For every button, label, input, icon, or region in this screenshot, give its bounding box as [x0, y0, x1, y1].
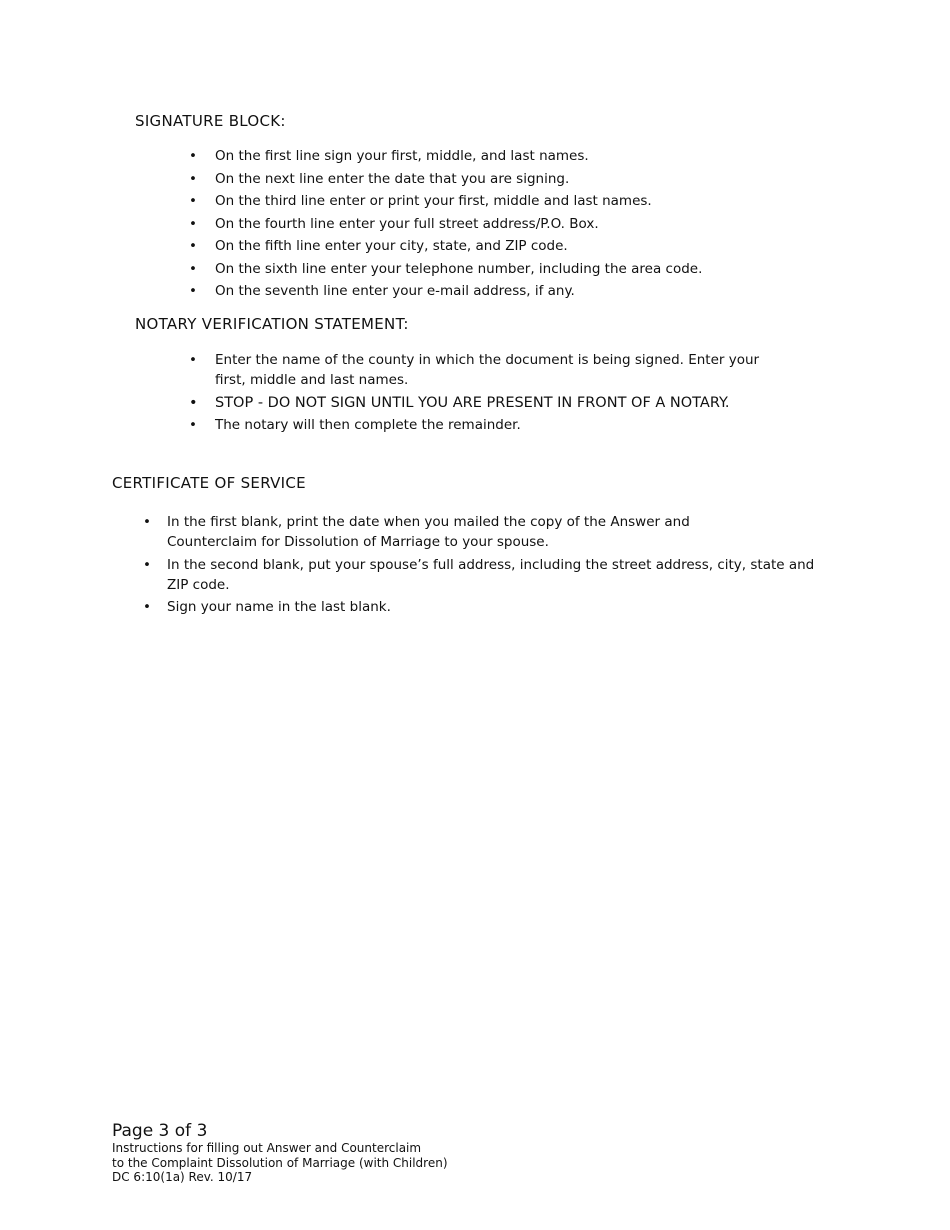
certificate-list — [167, 512, 827, 620]
list-item: • The notary will then complete the remainder. — [215, 415, 815, 435]
certificate-heading: CERTIFICATE OF SERVICE — [112, 474, 306, 492]
list-item: • Sign your name in the last blank. — [167, 597, 827, 617]
signature-block-list — [215, 146, 835, 304]
list-item: • In the second blank, put your spouse’s full address, including the street address, city, state and ZIP code. — [167, 555, 827, 595]
list-item: • On the fourth line enter your full street address/P.O. Box. — [215, 214, 835, 234]
signature-block-heading: SIGNATURE BLOCK: — [135, 112, 286, 130]
list-item: • On the next line enter the date that you are signing. — [215, 169, 835, 189]
page-number: Page 3 of 3 — [112, 1121, 208, 1141]
form-number: DC 6:10(1a) Rev. 10/17 — [112, 1170, 253, 1184]
list-item: • STOP - DO NOT SIGN UNTIL YOU ARE PRESENT IN FRONT OF A NOTARY. — [215, 393, 815, 413]
list-item: • On the sixth line enter your telephone number, including the area code. — [215, 259, 835, 279]
footer — [112, 1121, 448, 1185]
notary-heading: NOTARY VERIFICATION STATEMENT: — [135, 315, 409, 333]
list-item: • Enter the name of the county in which the document is being signed. Enter your first, middle and last names. — [215, 350, 775, 390]
list-item: • In the first blank, print the date when you mailed the copy of the Answer and Counterclaim for Dissolution of Marriage to your spouse. — [167, 512, 757, 552]
list-item: • On the third line enter or print your first, middle and last names. — [215, 191, 835, 211]
footer-line: Instructions for filling out Answer and Counterclaim — [112, 1141, 422, 1155]
list-item: • On the fifth line enter your city, state, and ZIP code. — [215, 236, 835, 256]
list-item: • On the seventh line enter your e-mail address, if any. — [215, 281, 835, 301]
footer-line: to the Complaint Dissolution of Marriage (with Children) — [112, 1155, 448, 1170]
notary-list — [215, 350, 815, 438]
list-item: • On the first line sign your first, middle, and last names. — [215, 146, 835, 166]
